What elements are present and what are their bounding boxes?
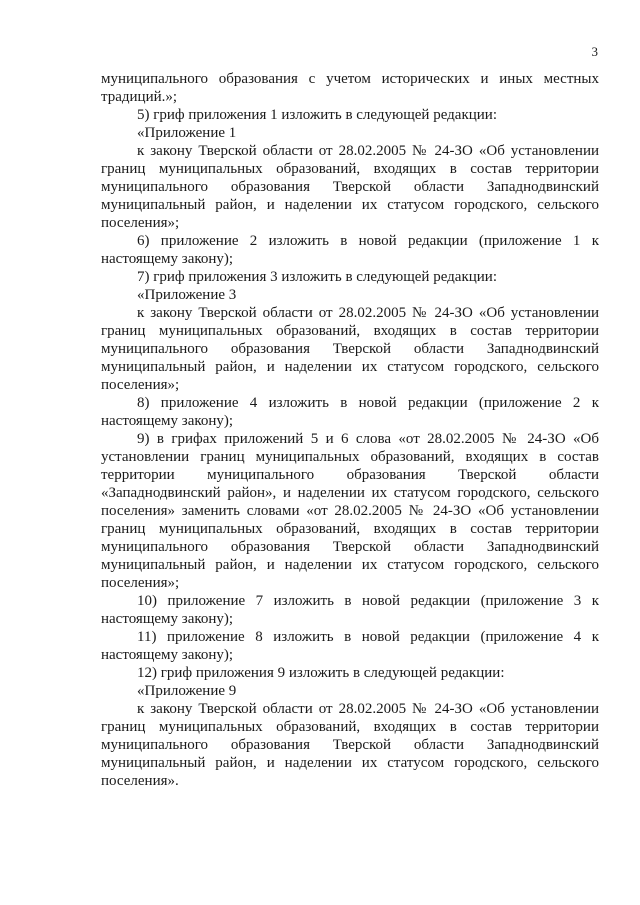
paragraph-item-12: 12) гриф приложения 9 изложить в следующей редакции: <box>137 665 505 681</box>
paragraph-item-6: 6) приложение 2 изложить в новой редакции (приложение 1 к настоящему закону); <box>101 233 599 267</box>
paragraph-item-9: 9) в грифах приложений 5 и 6 слова «от 28.02.2005 № 24-ЗО «Об установлении границ муниципальных образований, входящих в состав территории муниципального образования Тверской области «Западнодвинский район», и наделении их статусом городского, сельского поселения» заменить словами «от 28.02.2005 № 24-ЗО «Об установлении границ муниципальных образований, входящих в состав территории муниципального образования Тверской области Западнодвинский муниципальный район, и наделении их статусом городского, сельского поселения»; <box>101 431 599 591</box>
paragraph-appendix-3-text: к закону Тверской области от 28.02.2005 № 24-ЗО «Об установлении границ муниципальных образований, входящих в состав территории муниципального образования Тверской области Западнодвинский муниципальный район, и наделении их статусом городского, сельского поселения»; <box>101 305 599 393</box>
document-body <box>101 70 599 790</box>
paragraph-item-10: 10) приложение 7 изложить в новой редакции (приложение 3 к настоящему закону); <box>101 593 599 627</box>
paragraph-item-8: 8) приложение 4 изложить в новой редакции (приложение 2 к настоящему закону); <box>101 395 599 429</box>
paragraph-item-11: 11) приложение 8 изложить в новой редакции (приложение 4 к настоящему закону); <box>101 629 599 663</box>
page-number: 3 <box>591 44 598 59</box>
paragraph-appendix-9-title: «Приложение 9 <box>137 683 237 699</box>
paragraph-appendix-1-text: к закону Тверской области от 28.02.2005 № 24-ЗО «Об установлении границ муниципальных образований, входящих в состав территории муниципального образования Тверской области Западнодвинский муниципальный район, и наделении их статусом городского, сельского поселения»; <box>101 143 599 231</box>
paragraph-appendix-9-text: к закону Тверской области от 28.02.2005 № 24-ЗО «Об установлении границ муниципальных образований, входящих в состав территории муниципального образования Тверской области Западнодвинский муниципальный район, и наделении их статусом городского, сельского поселения». <box>101 701 599 789</box>
paragraph-continuation: муниципального образования с учетом исторических и иных местных традиций.»; <box>101 71 599 105</box>
paragraph-item-7: 7) гриф приложения 3 изложить в следующей редакции: <box>137 269 497 285</box>
paragraph-item-5: 5) гриф приложения 1 изложить в следующей редакции: <box>137 107 497 123</box>
paragraph-appendix-1-title: «Приложение 1 <box>137 125 237 141</box>
paragraph-appendix-3-title: «Приложение 3 <box>137 287 237 303</box>
